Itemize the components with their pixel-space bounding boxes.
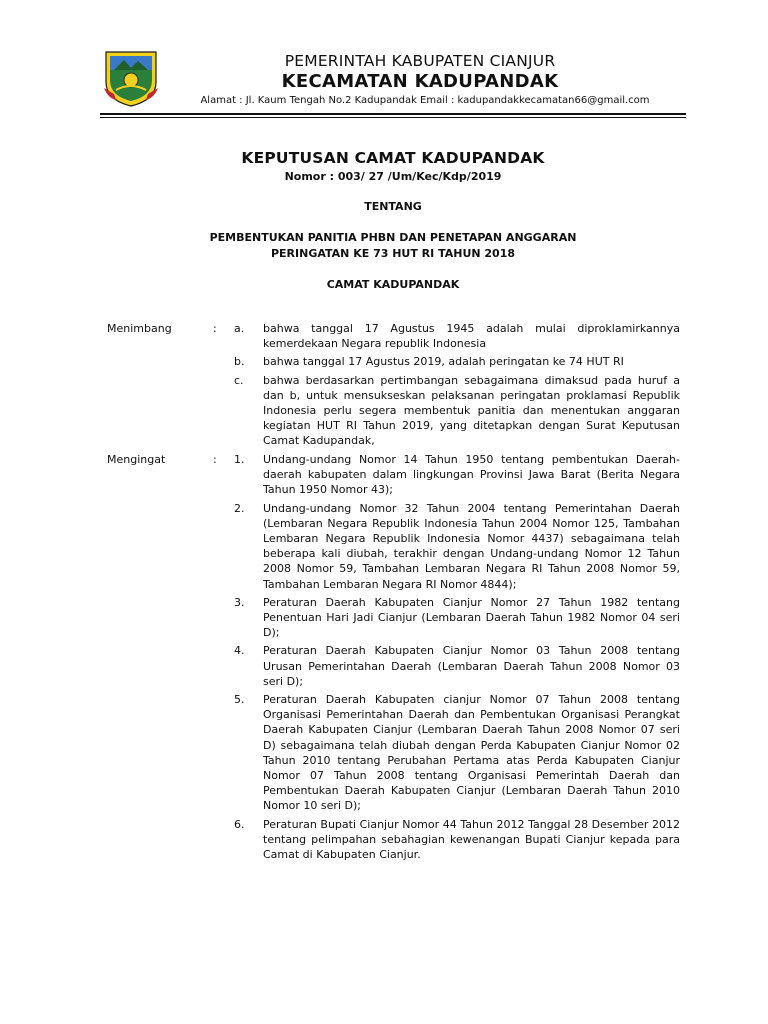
list-item-text: Peraturan Daerah Kabupaten cianjur Nomor 07 Tahun 2008 tentang Organisasi Pemerintahan Daerah dan Pembentukan Organisasi Perangkat Daerah Kabupaten Cianjur (Lembaran Daerah Tahun 2008 Nomor 07 seri D) sebagaimana telah diubah dengan Perda Kabupaten Cianjur Nomor 02 Tahun 2010 tentang Perubahan Pertama atas Perda Kabupaten Cianjur Nomor 07 Tahun 2008 tentang Organisasi Pemerintah Daerah dan Pembentukan Daerah Kabupaten Cianjur (Lembaran Daerah Tahun 2010 Nomor 10 seri D); (263, 693, 680, 813)
list-marker: 3. (234, 595, 245, 609)
menimbang-label: Menimbang (107, 322, 172, 335)
list-item-text: Peraturan Daerah Kabupaten Cianjur Nomor 03 Tahun 2008 tentang Urusan Pemerintahan Daerah (Lembaran Daerah Tahun 2008 Nomor 03 seri D); (263, 644, 680, 688)
office-name: KECAMATAN KADUPANDAK (281, 71, 559, 92)
list-marker: 4. (234, 644, 245, 658)
letterhead-divider-thin (100, 117, 686, 118)
list-item (234, 643, 680, 689)
list-item (234, 373, 680, 449)
decree-about-heading: TENTANG (364, 200, 422, 213)
mengingat-list (234, 452, 680, 865)
list-marker: c. (234, 373, 244, 387)
list-marker: a. (234, 322, 245, 335)
cianjur-regency-emblem-icon (102, 46, 160, 108)
list-item (234, 595, 680, 641)
mengingat-label: Mengingat (107, 453, 166, 466)
list-item (234, 817, 680, 863)
list-item-text: Peraturan Daerah Kabupaten Cianjur Nomor 27 Tahun 1982 tentang Penentuan Hari Jadi Cianjur (Lembaran Daerah Tahun 1982 Nomor 04 seri D); (263, 595, 680, 640)
decree-authority: CAMAT KADUPANDAK (326, 278, 460, 291)
list-item-text: Undang-undang Nomor 14 Tahun 1950 tentang pembentukan Daerah-daerah kabupaten dalam lingkungan Provinsi Jawa Barat (Berita Negara Tahun 1950 Nomor 43); (263, 453, 680, 497)
list-item (234, 452, 680, 498)
decree-number: Nomor : 003/ 27 /Um/Kec/Kdp/2019 (284, 170, 502, 183)
list-marker: 5. (234, 693, 245, 707)
list-item (234, 321, 680, 351)
list-item (234, 354, 680, 369)
decree-title: KEPUTUSAN CAMAT KADUPANDAK (241, 149, 545, 167)
list-item-text: bahwa tanggal 17 Agustus 2019, adalah peringatan ke 74 HUT RI (263, 355, 624, 369)
list-item (234, 501, 680, 592)
list-item-text: bahwa berdasarkan pertimbangan sebagaimana dimaksud pada huruf a dan b, untuk mensukseskan pelaksanan peringatan proklamasi Republik Indonesia perlu segera membentuk panitia dan menentukan anggaran kegiatan HUT RI Tahun 2019, yang ditetapkan dengan Surat Keputusan Camat Kadupandak, (263, 373, 680, 448)
letterhead-divider-thick (100, 113, 686, 115)
list-item-text: Undang-undang Nomor 32 Tahun 2004 tentang Pemerintahan Daerah (Lembaran Negara Republik Indonesia Tahun 2004 Nomor 125, Tambahan Lembaran Negara Republik Indonesia Nomor 4437) sebagaimana telah beberapa kali diubah, terakhir dengan Undang-undang Nomor 12 Tahun 2008 Nomor 59, Tambahan Lembaran Negara RI Tahun 2008 Nomor 59, Tambahan Lembaran Negara RI Nomor 4844); (263, 501, 680, 591)
list-marker: 1. (234, 453, 245, 466)
list-item-text: bahwa tanggal 17 Agustus 1945 adalah mulai diproklamirkannya kemerdekaan Negara republik Indonesia (263, 322, 680, 351)
mengingat-colon: : (213, 453, 217, 466)
list-marker: 2. (234, 501, 245, 515)
list-marker: 6. (234, 817, 245, 831)
office-address: Alamat : Jl. Kaum Tengah No.2 Kadupandak Email : kadupandakkecamatan66@gmail.com (200, 95, 650, 106)
menimbang-colon: : (213, 322, 217, 335)
list-marker: b. (234, 355, 245, 369)
decree-subject-line-2: PERINGATAN KE 73 HUT RI TAHUN 2018 (270, 247, 516, 260)
decree-subject-line-1: PEMBENTUKAN PANITIA PHBN DAN PENETAPAN ANGGARAN (209, 231, 577, 244)
list-item (234, 692, 680, 814)
government-name: PEMERINTAH KABUPATEN CIANJUR (284, 52, 556, 70)
menimbang-list (234, 321, 680, 452)
list-item-text: Peraturan Bupati Cianjur Nomor 44 Tahun 2012 Tanggal 28 Desember 2012 tentang pelimpahan sebahagian kewenangan Bupati Cianjur kepada para Camat di Kabupaten Cianjur. (263, 817, 680, 862)
